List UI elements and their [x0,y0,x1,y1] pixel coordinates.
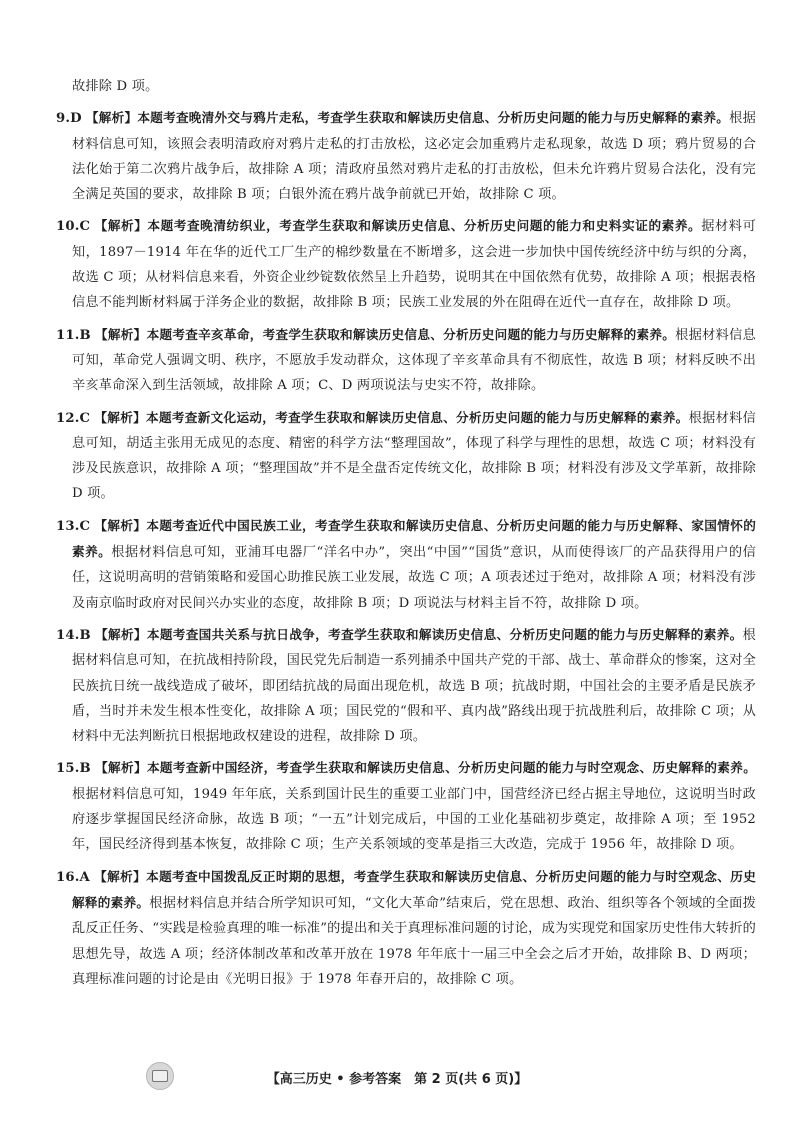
analysis-paragraph [56,864,756,992]
answer-letter: A [79,869,90,885]
answer-item [56,622,756,749]
answer-letter: C [79,219,91,235]
question-number: 14. [56,627,80,643]
question-number: 9. [56,111,71,127]
analysis-paragraph [56,405,756,507]
analysis-summary: 本题考查国共关系与抗日战争，考查学生获取和解读历史信息、分析历史问题的能力与历史解释的素养。 [146,626,743,642]
analysis-summary: 本题考查辛亥革命，考查学生获取和解读历史信息、分析历史问题的能力与历史解释的素养。 [146,326,676,342]
answer-item [56,405,756,507]
answer-letter: C [79,518,91,534]
analysis-tag: 【解析】 [94,218,148,234]
analysis-paragraph [56,755,756,857]
answer-letter: C [79,410,91,426]
analysis-text: 根据材料信息可知，革命党人强调文明、秩序，不愿放手发动群众，这体现了辛亥革命具有不彻底性，故选 B 项；材料反映不出辛亥革命深入到生活领域，故排除 A 项；C、D 两项说法与史实不符，故排除。 [72,327,756,394]
analysis-text: 根据材料信息可知，亚浦耳电器厂“洋名中办”，突出“中国”“国货”意识，从而使得该厂的产品获得用户的信任，这说明高明的营销策略和爱国心助推民族工业发展，故选 C 项；A 项表述过于绝对，故排除 A 项；材料没有涉及南京临时政府对民间兴办实业的态度，故排除 B 项；D 项说法与材料主旨不符，故排除 D 项。 [72,545,756,611]
answer-content [56,74,756,992]
question-number: 12. [56,410,80,426]
analysis-tag: 【解析】 [94,626,147,642]
question-number: 10. [56,219,80,235]
analysis-text: 根据材料信息可知，1949 年年底，关系到国计民生的重要工业部门中，国营经济已经占据主导地位，这说明当时政府逐步掌握国民经济命脉，故选 B 项；“一五”计划完成后，中国的工业化基础初步奠定，故排除 A 项；至 1952 年，国民经济得到基本恢复，故排除 C 项；生产关系领域的变革是指三大改造，完成于 1956 年，故排除 D 项。 [72,786,756,853]
answer-letter: B [79,627,91,643]
answer-letter: B [79,761,91,777]
question-number: 13. [56,518,80,534]
answer-item [56,322,756,399]
question-number: 15. [56,761,80,777]
analysis-summary: 本题考查近代中国民族工业，考查学生获取和解读历史信息、分析历史问题的能力与历史解释、家国情怀的素养。 [72,517,756,560]
answer-letter: D [70,111,82,127]
answer-item [56,755,756,857]
analysis-text: 根据材料信息可知，该照会表明清政府对鸦片走私的打击放松，这必定会加重鸦片走私现象，故选 D 项；鸦片贸易的合法化始于第二次鸦片战争后，故排除 A 项；清政府虽然对鸦片走私的打击放松，但未允许鸦片贸易合法化，没有完全满足英国的要求，故排除 B 项；白银外流在鸦片战争前就已开始，故排除 C 项。 [72,111,756,203]
answer-item [56,213,756,315]
analysis-summary: 本题考查晚清外交与鸦片走私，考查学生获取和解读历史信息、分析历史问题的能力与历史解释的素养。 [137,110,730,126]
page-footer: 【高三历史 • 参考答案 第 2 页(共 6 页)】 [266,1072,528,1087]
analysis-paragraph [56,322,756,399]
analysis-summary: 本题考查晚清纺织业，考查学生获取和解读历史信息、分析历史问题的能力和史料实证的素养。 [147,218,702,234]
question-number: 16. [56,869,80,885]
analysis-tag: 【解析】 [94,326,147,342]
analysis-summary: 本题考查中国拨乱反正时期的思想，考查学生获取和解读历史信息、分析历史问题的能力与时空观念、历史解释的素养。 [72,868,756,910]
analysis-tag: 【解析】 [94,409,147,425]
question-number: 11. [56,327,80,343]
answer-item [56,105,756,207]
analysis-tag: 【解析】 [85,110,138,126]
answer-letter: B [79,327,91,343]
analysis-paragraph [56,105,756,207]
analysis-paragraph [56,213,756,315]
analysis-tag: 【解析】 [94,517,147,533]
answer-items [56,105,756,992]
answer-item [56,513,756,616]
analysis-text: 根据材料信息可知，在抗战相持阶段，国民党先后制造一系列捕杀中国共产党的干部、战士、革命群众的惨案，这对全民族抗日统一战线造成了破坏，即团结抗战的局面出现危机，故选 B 项；抗战时期，中国社会的主要矛盾是民族矛盾，当时并未发生根本性变化，故排除 A 项；国民党的“假和平、真内战”路线出现于抗战胜利后，故排除 C 项；从材料中无法判断抗日根据地政权建设的进程，故排除 D 项。 [72,627,756,745]
analysis-summary: 本题考查新文化运动，考查学生获取和解读历史信息、分析历史问题的能力与历史解释的素养。 [146,409,689,425]
analysis-text: 根据材料信息可知，胡适主张用无成见的态度、精密的科学方法“整理国故”，体现了科学与理性的思想，故选 C 项；材料没有涉及民族意识，故排除 A 项；“整理国故”并不是全盘否定传统文化，故排除 B 项；材料没有涉及文学革新，故排除 D 项。 [72,410,756,502]
answer-item [56,864,756,992]
analysis-text: 据材料可知，1897－1914 年在华的近代工厂生产的棉纱数量在不断增多，这会进一步加快中国传统经济中纺与织的分离，故选 C 项；从材料信息来看，外资企业纱锭数依然呈上升趋势，说明其在中国依然有优势，故排除 A 项；根据表格信息不能判断材料属于洋务企业的数据，故排除 B 项；民族工业发展的外在阻碍在近代一直存在，故排除 D 项。 [72,219,756,311]
analysis-tag: 【解析】 [93,868,147,884]
continued-line: 故排除 D 项。 [72,79,159,94]
analysis-text: 根据材料信息并结合所学知识可知，“文化大革命”结束后，党在思想、政治、组织等各个领域的全面拨乱反正任务、“实践是检验真理的唯一标准”的提出和关于真理标准问题的讨论，成为实现党和国家历史性伟大转折的思想先导，故选 A 项；经济体制改革和改革开放在 1978 年年底十一届三中全会之后才开始，故排除 B、D 两项；真理标准问题的讨论是由《光明日报》于 1978 年春开启的，故排除 C 项。 [72,895,757,987]
analysis-summary: 本题考查新中国经济，考查学生获取和解读历史信息、分析历史问题的能力与时空观念、历史解释的素养。 [146,760,756,776]
analysis-paragraph [56,622,756,749]
analysis-paragraph [56,513,756,616]
analysis-tag: 【解析】 [94,760,147,776]
